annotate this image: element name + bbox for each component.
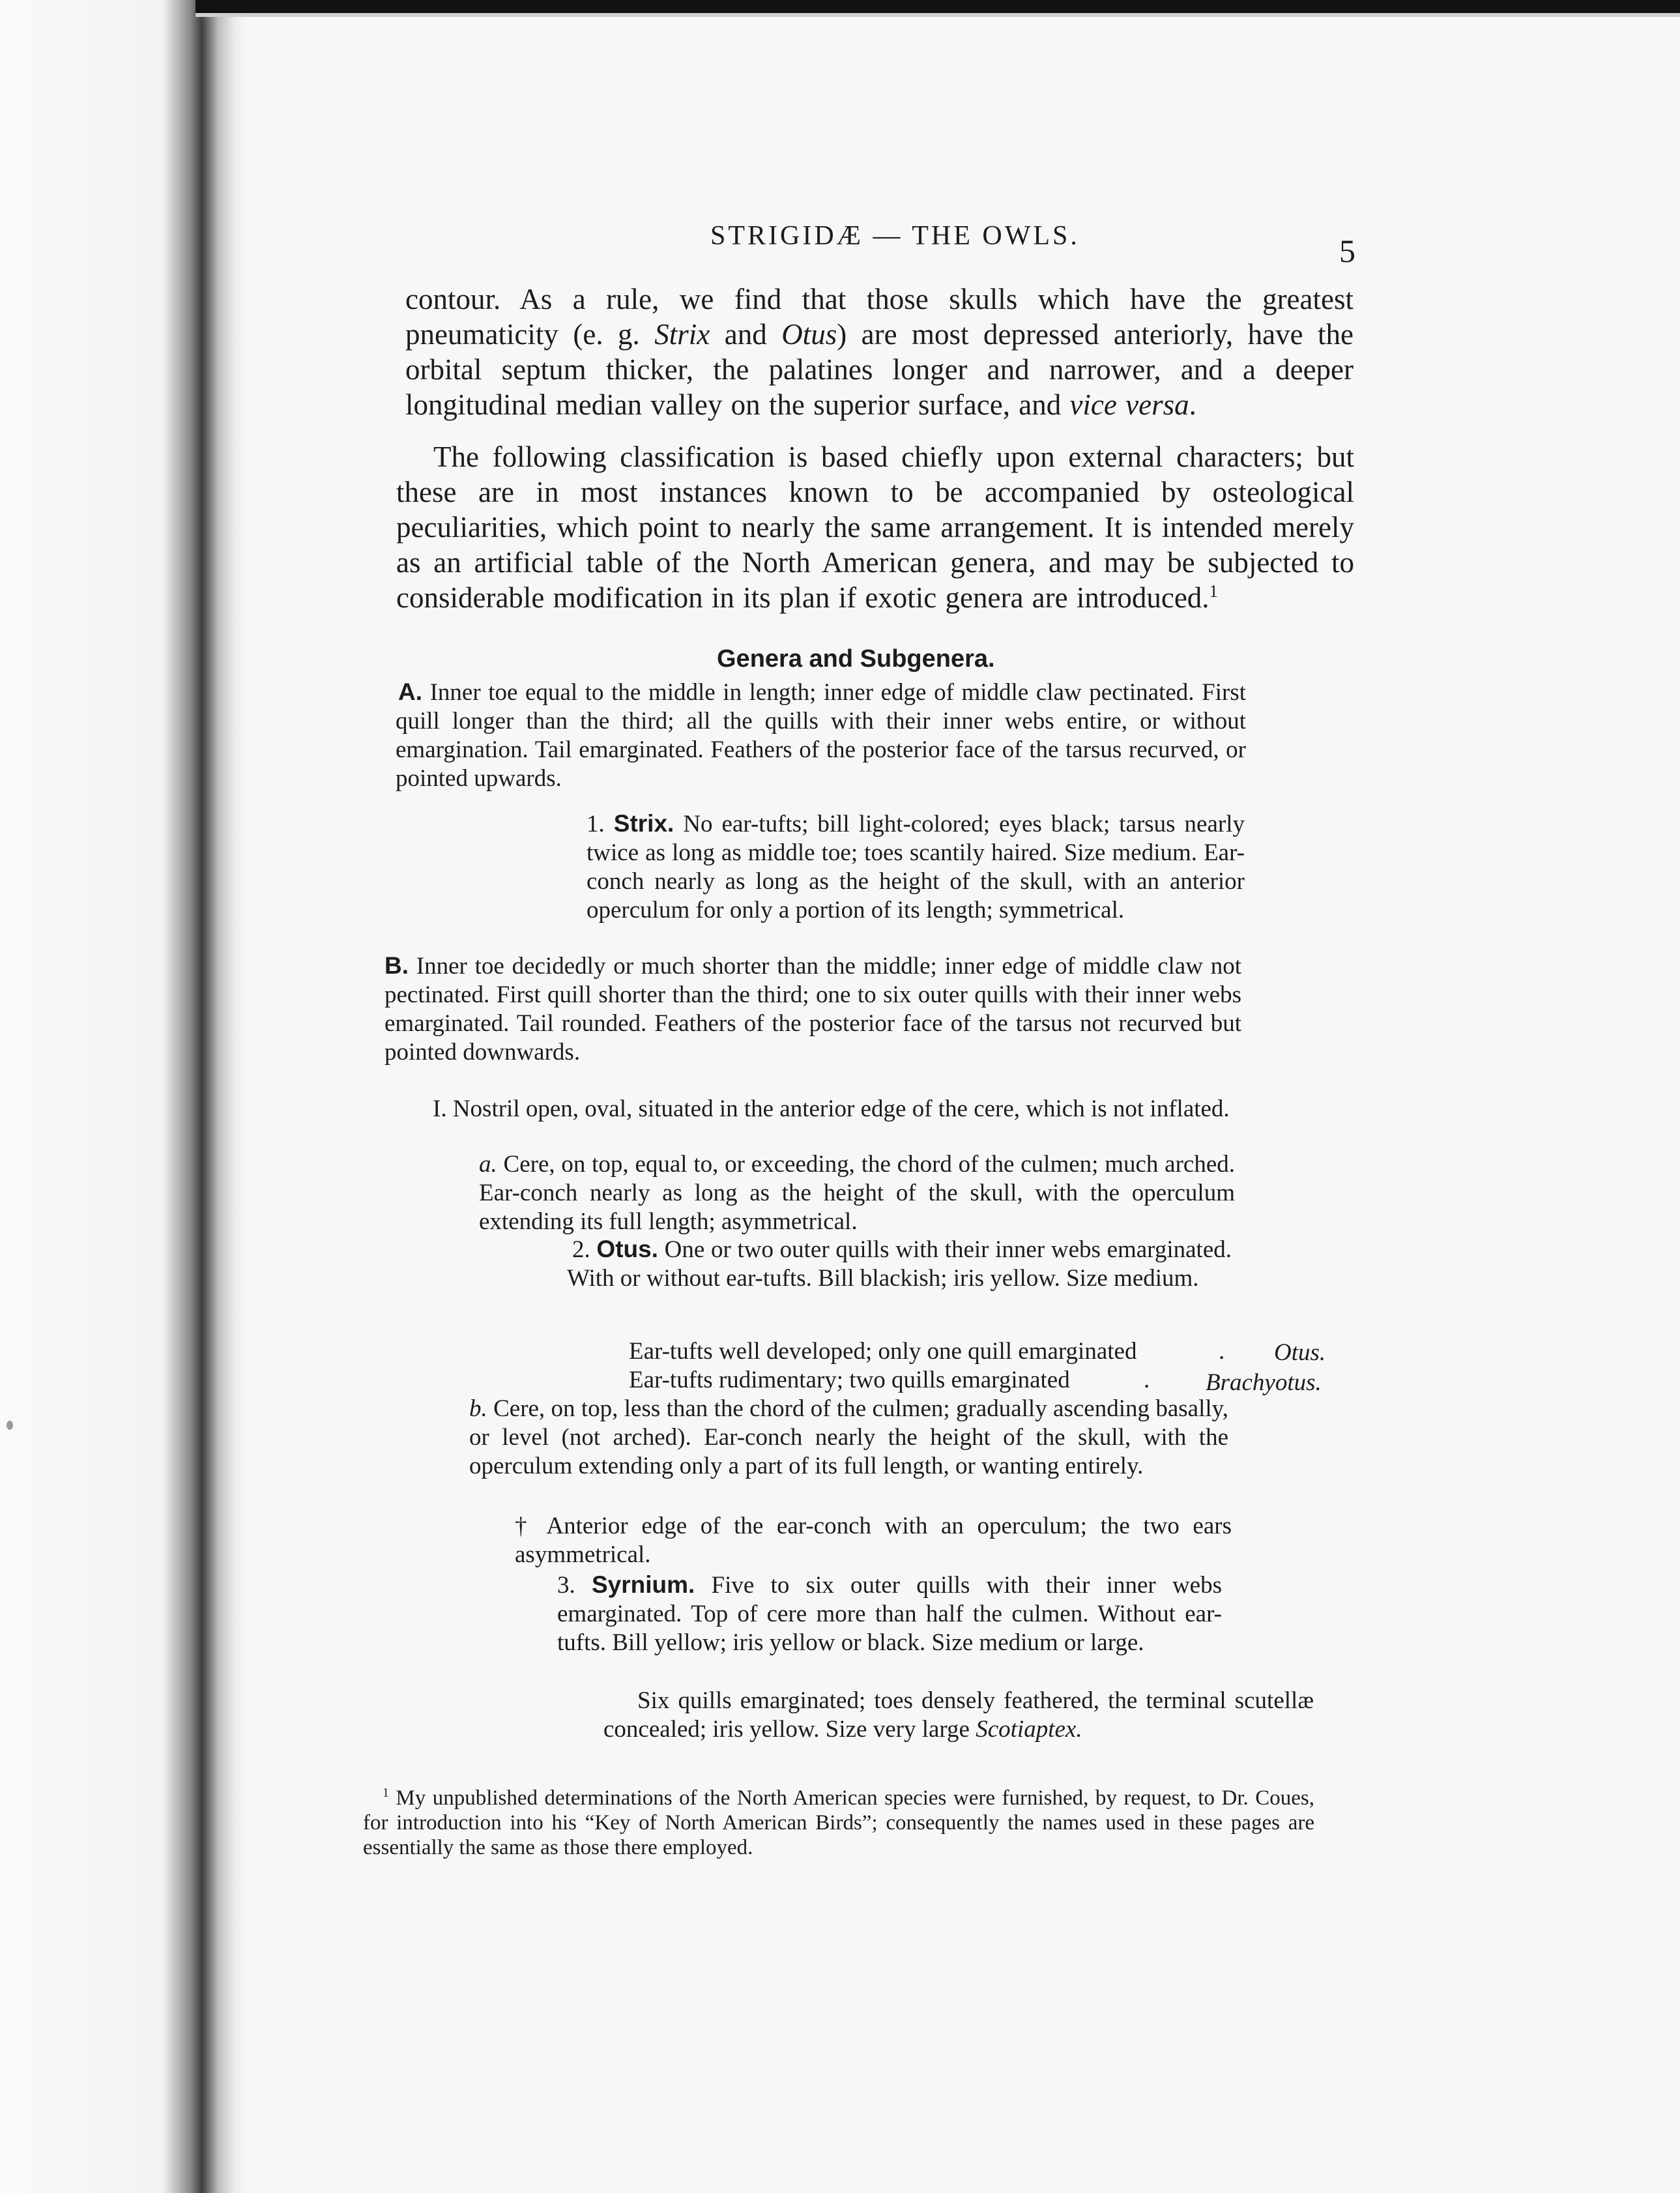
key-entry-dagger [515, 1512, 1232, 1569]
running-head: STRIGIDÆ — THE OWLS. [710, 221, 1080, 251]
text-run: . [1189, 388, 1196, 421]
footnote-reference: 1 [1209, 581, 1219, 601]
italic-genus-strix: Strix [654, 318, 710, 351]
key-label: B. [384, 952, 409, 979]
key-text: Anterior edge of the ear-conch with an operculum; the two ears asymmetrical. [515, 1513, 1232, 1568]
key-entry-b [469, 1395, 1228, 1481]
key-text: Cere, on top, equal to, or exceeding, the chord of the culmen; much arched. Ear-conch nearly as long as the height of the skull, with the operculum extending its full length; asymmetrical. [479, 1151, 1235, 1235]
key-entry-a [479, 1150, 1235, 1236]
genus-description: No ear-tufts; bill light-colored; eyes black; tarsus nearly twice as long as middle toe; toes scantily haired. Size medium. Ear-conch nearly as long as the height of the skull, with an anterior operculum for only a portion of its length; symmetrical. [587, 811, 1245, 923]
key-text: Inner toe equal to the middle in length; inner edge of middle claw pectinated. First quill longer than the third; all the quills with their inner webs entire, or without emargination. Tail emarginated. Feathers of the posterior face of the tarsus recurved, or pointed upwards. [396, 679, 1246, 792]
genus-entry-syrnium [557, 1571, 1222, 1657]
key-text: Cere, on top, less than the chord of the culmen; gradually ascending basally, or level (not arched). Ear-conch nearly the height of the skull, with the operculum extending only a part of its full length, or wanting entirely. [469, 1395, 1228, 1479]
key-text: Nostril open, oval, situated in the anterior edge of the cere, which is not inflated. [446, 1096, 1230, 1122]
footnote-text: My unpublished determinations of the North American species were furnished, by request, to Dr. Coues, for introduction into his “Key of North American Birds”; consequently the names used in these pages are essentially the same as those there employed. [363, 1786, 1314, 1859]
italic-genus-otus: Otus [781, 318, 837, 351]
subgenus-row-scotiaptex [603, 1687, 1314, 1744]
section-heading: Genera and Subgenera. [717, 645, 995, 673]
text-run: contour. As a rule, we find that those skulls which have the greatest pneumaticity (e. g. [405, 283, 1354, 351]
text-run: The following classification is based chiefly upon external characters; but these are in most instances known to be accompanied by osteological peculiarities, which point to nearly the same arrangement. It is intended merely as an artificial table of the North American genera, and may be subjected to considerable modification in its plan if exotic genera are introduced. [396, 441, 1354, 614]
subgenus-text: Ear-tufts well developed; only one quill emarginated [629, 1338, 1137, 1365]
genus-number: 2. [572, 1236, 590, 1263]
footnote-mark: 1 [383, 1786, 389, 1800]
margin-speck [7, 1421, 13, 1430]
subgenus-text: Ear-tufts rudimentary; two quills emarginated [629, 1367, 1070, 1393]
text-run: and [710, 318, 782, 351]
body-paragraph-1 [405, 282, 1354, 422]
genus-entry-otus [567, 1235, 1232, 1293]
key-label: A. [398, 678, 422, 705]
subgenus-name: Brachyotus. [1206, 1369, 1322, 1396]
italic-vice-versa: vice versa [1069, 388, 1189, 421]
binding-gutter-shadow [0, 0, 248, 2193]
leader-dot: . [1219, 1338, 1225, 1365]
body-paragraph-2 [396, 439, 1354, 615]
top-edge-rule-shade [196, 13, 1680, 17]
genus-name: Otus. [596, 1236, 658, 1262]
text-run: ) are most depressed anteriorly, have the orbital septum thicker, the palatines longer and narrower, and a deeper longitudinal median valley on the superior surface, and [405, 318, 1354, 421]
genus-name: Strix. [613, 810, 674, 837]
top-edge-rule [196, 0, 1680, 13]
genus-description: Five to six outer quills with their inner webs emarginated. Top of cere more than half the culmen. Without ear-tufts. Bill yellow; iris yellow or black. Size medium or large. [557, 1572, 1222, 1656]
page-number: 5 [1339, 233, 1355, 269]
subgenus-row-otus [629, 1337, 1326, 1366]
footnote [363, 1786, 1314, 1860]
key-label: b. [469, 1395, 487, 1422]
genus-number: 3. [557, 1572, 575, 1599]
key-text: Inner toe decidedly or much shorter than the middle; inner edge of middle claw not pectinated. First quill shorter than the third; one to six outer quills with their inner webs emarginated. Tail rounded. Feathers of the posterior face of the tarsus not recurved but pointed downwards. [384, 953, 1241, 1066]
key-entry-A [396, 678, 1246, 793]
genus-number: 1. [587, 811, 605, 837]
key-label: a. [479, 1151, 497, 1178]
leader-dot: . [1144, 1367, 1150, 1393]
genus-description: One or two outer quills with their inner webs emarginated. With or without ear-tufts. Bill blackish; iris yellow. Size medium. [567, 1236, 1232, 1292]
subgenus-name: Otus. [1274, 1339, 1326, 1366]
key-label: I. [433, 1096, 447, 1122]
key-entry-I [430, 1095, 1238, 1124]
subgenus-row-brachyotus [629, 1366, 1322, 1396]
genus-entry-strix [587, 809, 1245, 925]
key-entry-B [384, 951, 1241, 1067]
subgenus-name: Scotiaptex. [976, 1716, 1082, 1743]
dagger-mark: † [515, 1513, 534, 1539]
genus-name: Syrnium. [591, 1571, 695, 1598]
subgenus-text: Six quills emarginated; toes densely feathered, the terminal scutellæ concealed; iris yellow. Size very large [603, 1687, 1314, 1743]
